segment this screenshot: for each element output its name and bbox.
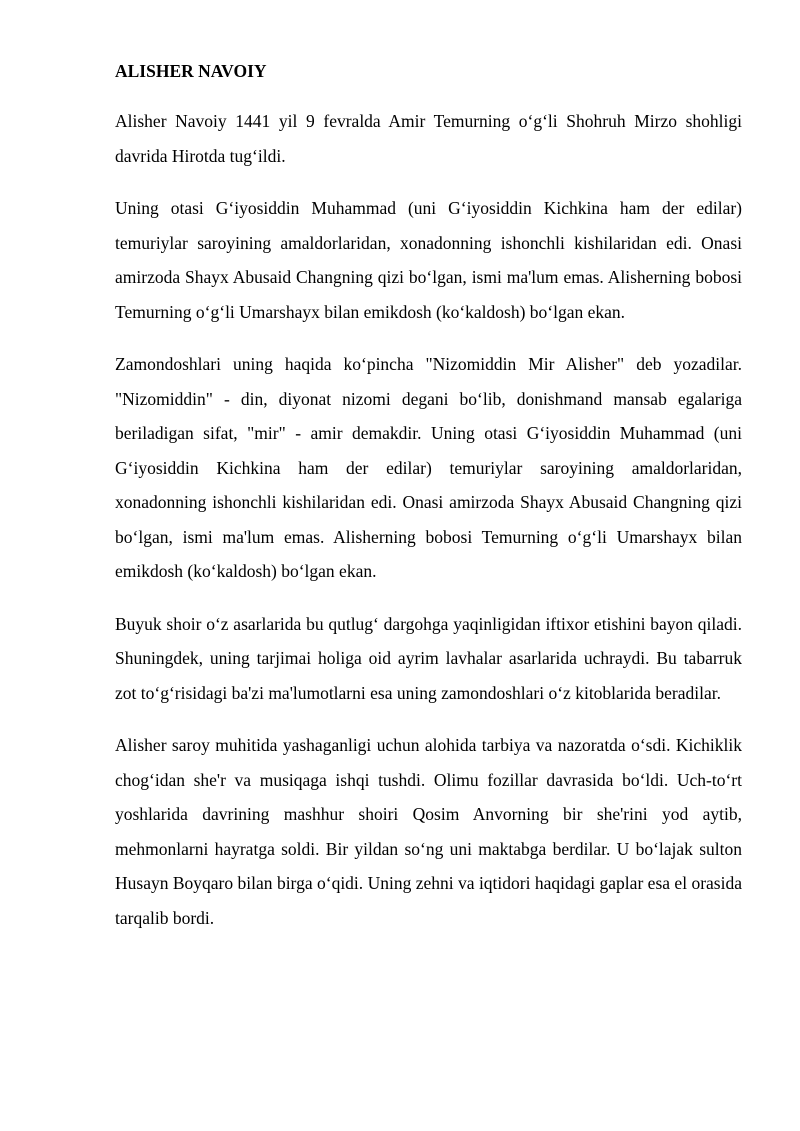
- document-title: ALISHER NAVOIY: [115, 61, 267, 81]
- document-page: [115, 56, 742, 953]
- paragraph-contemporaries: Zamondoshlari uning haqida ko‘pincha "Nizomiddin Mir Alisher" deb yozadilar. "Nizomiddin" - din, diyonat nizomi degani bo‘lib, donishmand mansab egalariga beriladigan sifat, "mir" - amir demakdir. Uning otasi G‘iyosiddin Muhammad (uni G‘iyosiddin Kichkina ham der edilar) temuriylar saroyining amaldorlaridan, xonadonning ishonchli kishilaridan edi. Onasi amirzoda Shayx Abusaid Changning qizi bo‘lgan, ismi ma'lum emas. Alisherning bobosi Temurning o‘g‘li Umarshayx bilan emikdosh (ko‘kaldosh) bo‘lgan ekan.: [115, 354, 742, 581]
- paragraph-childhood: Alisher saroy muhitida yashaganligi uchun alohida tarbiya va nazoratda o‘sdi. Kichiklik chog‘idan she'r va musiqaga ishqi tushdi. Olimu fozillar davrasida bo‘ldi. Uch-to‘rt yoshlarida davrining mashhur shoiri Qosim Anvorning bir she'rini yod aytib, mehmonlarni hayratga soldi. Bir yildan so‘ng uni maktabga berdilar. U bo‘lajak sulton Husayn Boyqaro bilan birga o‘qidi. Uning zehni va iqtidori haqidagi gaplar esa el orasida tarqalib bordi.: [115, 735, 742, 928]
- paragraph-poet-works: Buyuk shoir o‘z asarlarida bu qutlug‘ dargohga yaqinligidan iftixor etishini bayon qiladi. Shuningdek, uning tarjimai holiga oid ayrim lavhalar asarlarida uchraydi. Bu tabarruk zot to‘g‘risidagi ba'zi ma'lumotlarni esa uning zamondoshlari o‘z kitoblarida beradilar.: [115, 613, 742, 703]
- paragraph-parents: Uning otasi G‘iyosiddin Muhammad (uni G‘iyosiddin Kichkina ham der edilar) temuriylar saroyining amaldorlaridan, xonadonning ishonchli kishilaridan edi. Onasi amirzoda Shayx Abusaid Changning qizi bo‘lgan, ismi ma'lum emas. Alisherning bobosi Temurning o‘g‘li Umarshayx bilan emikdosh (ko‘kaldosh) bo‘lgan ekan.: [115, 198, 742, 322]
- paragraph-birth: Alisher Navoiy 1441 yil 9 fevralda Amir Temurning o‘g‘li Shohruh Mirzo shohligi davrida Hirotda tug‘ildi.: [115, 111, 742, 166]
